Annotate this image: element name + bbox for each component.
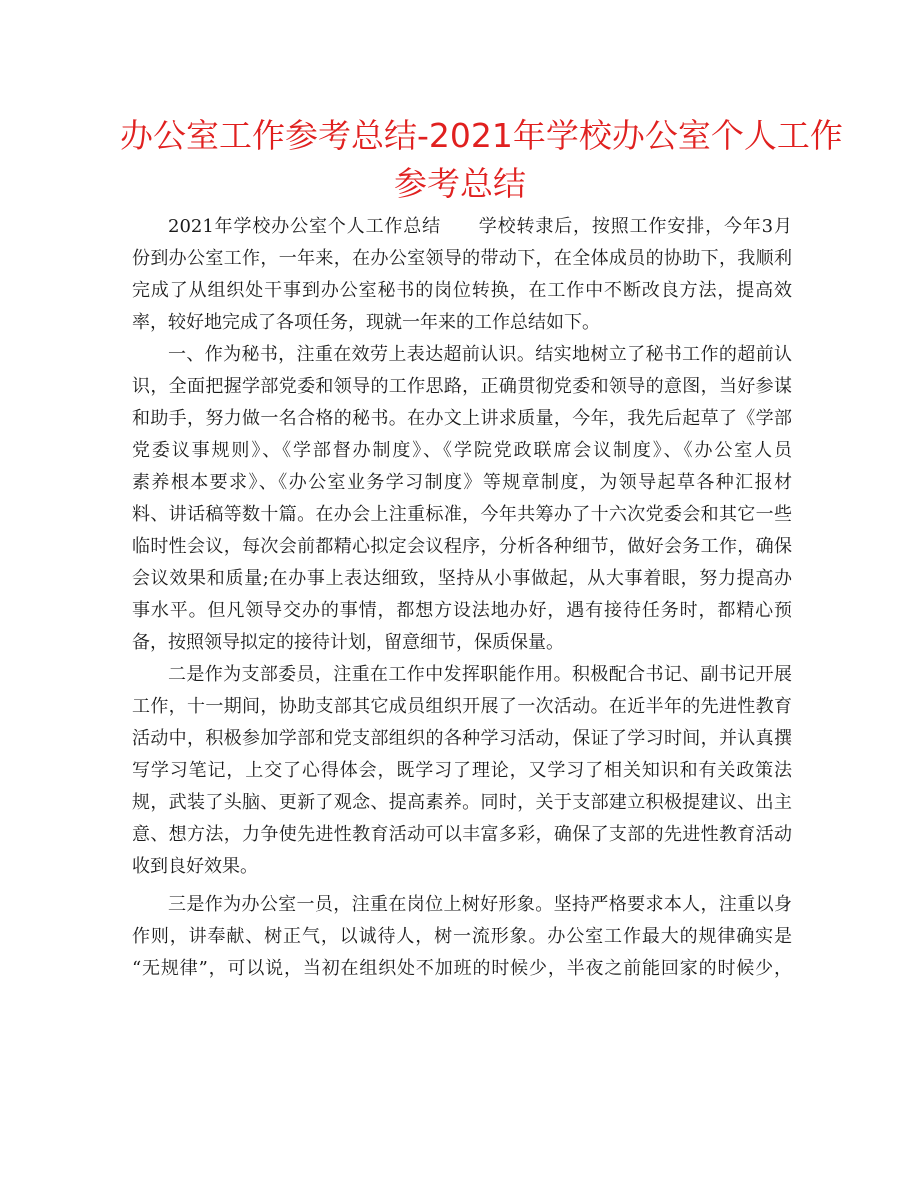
paragraph-line: 写学习笔记，上交了心得体会，既学习了理论，又学习了相关知识和有关政策法 — [132, 760, 792, 781]
paragraph-line: 一、作为秘书，注重在效劳上表达超前认识。结实地树立了秘书工作的超前认 — [168, 344, 792, 365]
paragraph-line: 份到办公室工作，一年来，在办公室领导的带动下，在全体成员的协助下，我顺利 — [132, 248, 792, 269]
paragraph-line: 识，全面把握学部党委和领导的工作思路，正确贯彻党委和领导的意图，当好参谋 — [132, 376, 792, 397]
paragraph-line: 收到良好效果。 — [132, 856, 258, 877]
paragraph-line: 规，武装了头脑、更新了观念、提高素养。同时，关于支部建立积极提建议、出主 — [132, 792, 792, 813]
paragraph-line: 临时性会议，每次会前都精心拟定会议程序，分析各种细节，做好会务工作，确保 — [132, 536, 792, 557]
document-body — [132, 211, 792, 985]
paragraph-line: 二是作为支部委员，注重在工作中发挥职能作用。积极配合书记、副书记开展 — [168, 664, 792, 685]
paragraph-line: 意、想方法，力争使先进性教育活动可以丰富多彩，确保了支部的先进性教育活动 — [132, 824, 792, 845]
paragraph-line: 活动中，积极参加学部和党支部组织的各种学习活动，保证了学习时间，并认真撰 — [132, 728, 792, 749]
paragraph-line: 率，较好地完成了各项任务，现就一年来的工作总结如下。 — [132, 312, 600, 333]
paragraph-line: 料、讲话稿等数十篇。在办会上注重标准，今年共筹办了十六次党委会和其它一些 — [132, 504, 792, 525]
paragraph-line: 党委议事规则》、《学部督办制度》、《学院党政联席会议制度》、《办公室人员 — [132, 440, 792, 461]
paragraph — [132, 659, 792, 883]
paragraph-line: 完成了从组织处干事到办公室秘书的岗位转换，在工作中不断改良方法，提高效 — [132, 280, 792, 301]
paragraph — [132, 211, 792, 339]
paragraph-line: 和助手，努力做一名合格的秘书。在办文上讲求质量，今年，我先后起草了《学部 — [132, 408, 792, 429]
paragraph-line: 作则，讲奉献、树正气，以诚待人，树一流形象。办公室工作最大的规律确实是 — [132, 926, 792, 947]
paragraph-line: 工作，十一期间，协助支部其它成员组织开展了一次活动。在近半年的先进性教育 — [132, 696, 792, 717]
paragraph-line: 素养根本要求》、《办公室业务学习制度》等规章制度，为领导起草各种汇报材 — [132, 472, 792, 493]
paragraph — [132, 339, 792, 659]
paragraph-line: 备，按照领导拟定的接待计划，留意细节，保质保量。 — [132, 632, 564, 653]
paragraph-line: “无规律”，可以说，当初在组织处不加班的时候少，半夜之前能回家的时候少， — [132, 958, 792, 979]
paragraph-line: 2021年学校办公室个人工作总结 学校转隶后，按照工作安排，今年3月 — [168, 216, 792, 237]
paragraph-line: 事水平。但凡领导交办的事情，都想方设法地办好，遇有接待任务时，都精心预 — [132, 600, 792, 621]
paragraph-line: 会议效果和质量;在办事上表达细致，坚持从小事做起，从大事着眼，努力提高办 — [132, 568, 792, 589]
document-title — [120, 112, 843, 208]
title-line-2: 参考总结 — [394, 164, 526, 203]
paragraph-line: 三是作为办公室一员，注重在岗位上树好形象。坚持严格要求本人，注重以身 — [168, 894, 792, 915]
paragraph — [132, 889, 792, 985]
title-line-1: 办公室工作参考总结-2021年学校办公室个人工作 — [120, 116, 843, 155]
